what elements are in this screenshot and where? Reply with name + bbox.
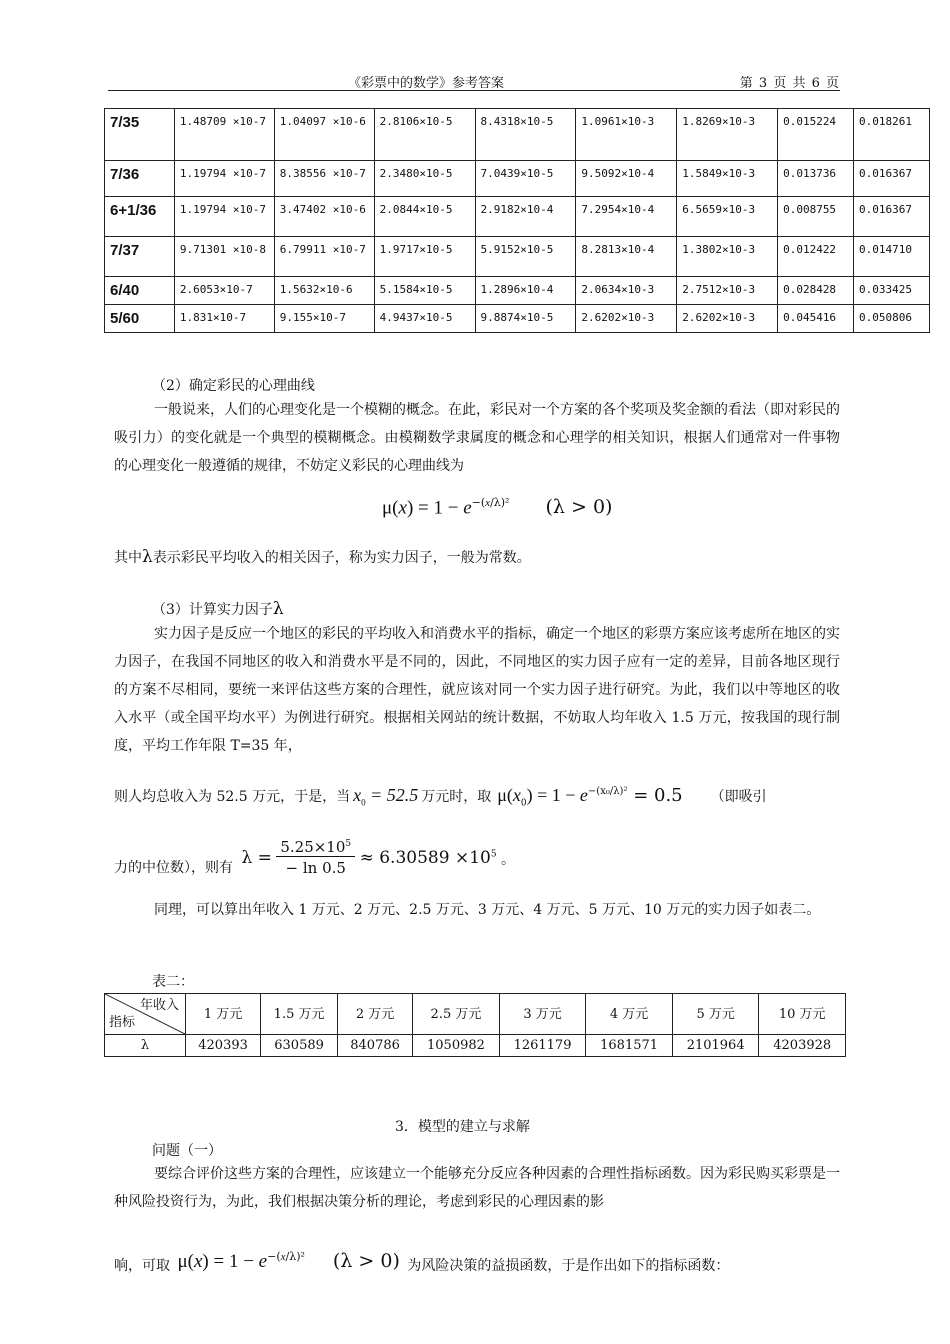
table-cell: 5.1584×10-5	[374, 277, 475, 305]
table-cell: 2.3480×10-5	[374, 161, 475, 197]
table-cell: 1.19794 ×10-7	[174, 161, 274, 197]
strength-factor-table	[104, 993, 846, 1057]
table-cell: 0.014710	[854, 237, 930, 277]
table-cell: 1.831×10-7	[174, 305, 274, 333]
lambda-value: 420393	[186, 1035, 261, 1057]
lambda-value: 4203928	[759, 1035, 846, 1057]
lambda-value: 630589	[261, 1035, 338, 1057]
table-cell: 8.2813×10-4	[576, 237, 677, 277]
table-cell: 3.47402 ×10-6	[274, 197, 374, 237]
column-header: 10 万元	[759, 994, 846, 1035]
table-cell: 2.6202×10-3	[677, 305, 778, 333]
table-cell: 2.6202×10-3	[576, 305, 677, 333]
row-label: 6/40	[105, 277, 175, 305]
table-cell: 9.71301 ×10-8	[174, 237, 274, 277]
table-row	[105, 237, 930, 277]
section-2-heading: （2）确定彩民的心理曲线	[152, 378, 315, 394]
table-cell: 9.155×10-7	[274, 305, 374, 333]
table-cell: 1.48709 ×10-7	[174, 109, 274, 161]
table-cell: 6.5659×10-3	[677, 197, 778, 237]
table-row	[105, 161, 930, 197]
table-cell: 2.6053×10-7	[174, 277, 274, 305]
table-2-corner: 年收入 指标	[105, 994, 186, 1035]
header-title: 《彩票中的数学》参考答案	[348, 76, 505, 91]
problem-one-heading: 问题（一）	[152, 1143, 222, 1159]
lambda-result-line: 力的中位数），则有 λ = $\frac{5.25\times 10^5}{- \ln 0.5}$ ≈ $6.30589 \times 10^5$ 。	[114, 838, 516, 877]
table-cell: 0.050806	[854, 305, 930, 333]
table-cell: 9.8874×10-5	[475, 305, 576, 333]
lambda-value: 1681571	[586, 1035, 673, 1057]
table-row	[105, 197, 930, 237]
table-cell: 0.015224	[778, 109, 854, 161]
section-2-paragraph: 一般说来，人们的心理变化是一个模糊的概念。在此，彩民对一个方案的各个奖项及奖金额的看法（即对彩民的吸引力）的变化就是一个典型的模糊概念。由模糊数学隶属度的概念和心理学的相关知识，根据人们通常对一件事物的心理变化一般遵循的规律，不妨定义彩民的心理曲线为	[114, 402, 840, 474]
table-cell: 0.012422	[778, 237, 854, 277]
table-cell: 2.9182×10-4	[475, 197, 576, 237]
page-header	[108, 70, 840, 91]
table-row	[105, 109, 930, 161]
psych-curve-formula: $\mu(x) = 1 - e^{-(x/\lambda)^2}$ (λ > 0)	[382, 496, 613, 519]
row-label: 7/35	[105, 109, 175, 161]
model-paragraph: 要综合评价这些方案的合理性，应该建立一个能够充分反应各种因素的合理性指标函数。因为彩民购买彩票是一种风险投资行为，为此，我们根据决策分析的理论，考虑到彩民的心理因素的影	[114, 1166, 840, 1210]
table-cell: 0.018261	[854, 109, 930, 161]
table-cell: 6.79911 ×10-7	[274, 237, 374, 277]
lambda-symbol: λ	[142, 547, 153, 567]
table-cell: 1.19794 ×10-7	[174, 197, 274, 237]
column-header: 2.5 万元	[413, 994, 500, 1035]
section-3-heading: （3）计算实力因子λ	[152, 599, 284, 619]
table-cell: 2.7512×10-3	[677, 277, 778, 305]
section-3-paragraph: 实力因子是反应一个地区的彩民的平均收入和消费水平的指标，确定一个地区的彩票方案应该考虑所在地区的实力因子，在我国不同地区的收入和消费水平是不同的，因此，不同地区的实力因子应有一定的差异，目前各地区现行的方案不尽相同，要统一来评估这些方案的合理性，就应该对同一个实力因子进行研究。为此，我们以中等地区的收入水平（或全国平均水平）为例进行研究。根据相关网站的统计数据，不妨取人均年收入 1.5 万元，按我国的现行制度，平均工作年限 T=35 年，	[114, 626, 840, 754]
table-cell: 2.0634×10-3	[576, 277, 677, 305]
table-cell: 5.9152×10-5	[475, 237, 576, 277]
table-cell: 4.9437×10-5	[374, 305, 475, 333]
table-cell: 1.2896×10-4	[475, 277, 576, 305]
table-2-row-label: λ	[105, 1035, 186, 1057]
table-cell: 2.8106×10-5	[374, 109, 475, 161]
table-row	[105, 277, 930, 305]
table-cell: 1.9717×10-5	[374, 237, 475, 277]
column-header: 2 万元	[337, 994, 412, 1035]
probability-table	[104, 108, 930, 333]
table-cell: 0.013736	[778, 161, 854, 197]
table-cell: 1.5632×10-6	[274, 277, 374, 305]
lambda-value: 1261179	[499, 1035, 586, 1057]
table-cell: 7.2954×10-4	[576, 197, 677, 237]
lambda-value: 1050982	[413, 1035, 500, 1057]
utility-function-line: 响，可取 $\mu(x) = 1 - e^{-(x/\lambda)^2}$ (λ > 0) 为风险决策的益损函数，于是作出如下的指标函数：	[114, 1250, 730, 1275]
table-cell: 1.04097 ×10-6	[274, 109, 374, 161]
table-cell: 1.8269×10-3	[677, 109, 778, 161]
table-cell: 0.016367	[854, 161, 930, 197]
table-cell: 0.016367	[854, 197, 930, 237]
table-2-caption: 表二：	[152, 974, 194, 990]
table-row	[105, 305, 930, 333]
row-label: 5/60	[105, 305, 175, 333]
table-cell: 7.0439×10-5	[475, 161, 576, 197]
row-label: 7/37	[105, 237, 175, 277]
table-cell: 2.0844×10-5	[374, 197, 475, 237]
row-label: 7/36	[105, 161, 175, 197]
column-header: 3 万元	[499, 994, 586, 1035]
table-cell: 1.3802×10-3	[677, 237, 778, 277]
table-cell: 0.008755	[778, 197, 854, 237]
header-page-number: 第 3 页 共 6 页	[739, 76, 840, 91]
row-label: 6+1/36	[105, 197, 175, 237]
table-cell: 1.0961×10-3	[576, 109, 677, 161]
lambda-value: 840786	[337, 1035, 412, 1057]
section-3-paragraph-2: 同理，可以算出年收入 1 万元、2 万元、2.5 万元、3 万元、4 万元、5 万元、10 万元的实力因子如表二。	[154, 902, 821, 918]
table-cell: 0.033425	[854, 277, 930, 305]
table-cell: 9.5092×10-4	[576, 161, 677, 197]
table-cell: 1.5849×10-3	[677, 161, 778, 197]
column-header: 5 万元	[672, 994, 759, 1035]
column-header: 1 万元	[186, 994, 261, 1035]
lambda-note: 其中λ表示彩民平均收入的相关因子，称为实力因子，一般为常数。	[114, 547, 531, 567]
table-cell: 0.028428	[778, 277, 854, 305]
table-cell: 8.4318×10-5	[475, 109, 576, 161]
column-header: 4 万元	[586, 994, 673, 1035]
column-header: 1.5 万元	[261, 994, 338, 1035]
model-section-title: 3．模型的建立与求解	[395, 1119, 530, 1135]
lambda-value: 2101964	[672, 1035, 759, 1057]
table-cell: 8.38556 ×10-7	[274, 161, 374, 197]
table-cell: 0.045416	[778, 305, 854, 333]
median-line: 则人均总收入为 52.5 万元，于是，当 $x_0 = 52.5$ 万元时，取 $\mu(x_0) = 1 - e^{-(x_0/\lambda)^2} = 0.5$ （即吸引	[114, 785, 767, 809]
